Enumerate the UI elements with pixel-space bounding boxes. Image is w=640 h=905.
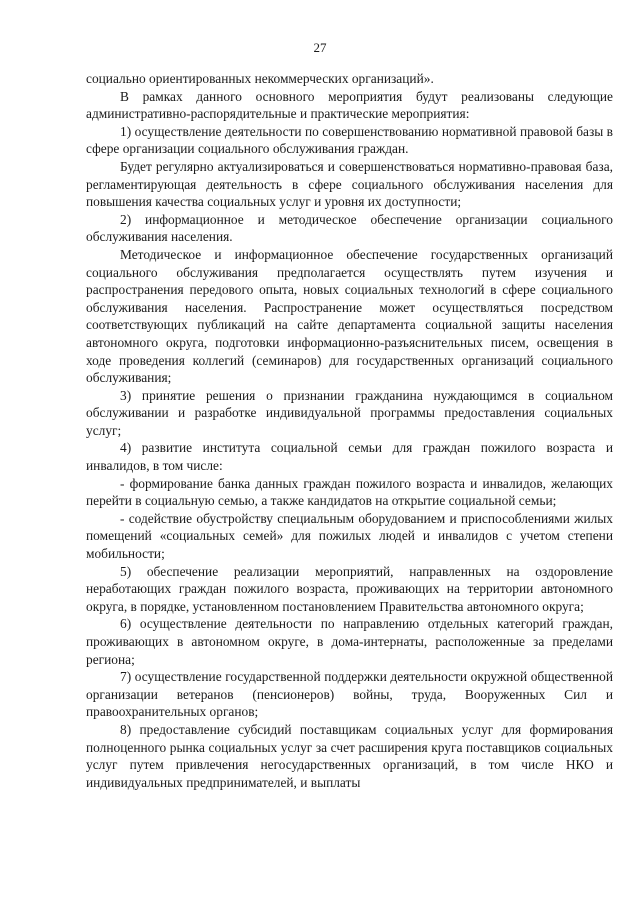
list-item-4: 4) развитие института социальной семьи для граждан пожилого возраста и инвалидов, в том числе: (86, 440, 613, 474)
list-item-5: 5) обеспечение реализации мероприятий, направленных на оздоровление неработающих граждан пожилого возраста, проживающих на территории автономного округа, в порядке, установленном постановлением Правительства автономного округа; (86, 563, 613, 614)
paragraph-intro: В рамках данного основного мероприятия будут реализованы следующие административно-распорядительные и практические мероприятия: (86, 88, 613, 122)
page-number: 27 (313, 40, 327, 55)
paragraph-regulatory-base: Будет регулярно актуализироваться и совершенствоваться нормативно-правовая база, регламентирующая деятельность в сфере социального обслуживания населения для повышения качества социальных услуг и уровня их доступности; (86, 158, 613, 210)
list-item-1: 1) осуществление деятельности по совершенствованию нормативной правовой базы в сфере организации социального обслуживания граждан. (86, 123, 613, 157)
list-item-3: 3) принятие решения о признании гражданина нуждающимся в социальном обслуживании и разработке индивидуальной программы предоставления социальных услуг; (86, 387, 613, 438)
list-item-7: 7) осуществление государственной поддержки деятельности окружной общественной организации ветеранов (пенсионеров) войны, труда, Вооруженных Сил и правоохранительных органов; (86, 669, 613, 720)
list-item-6: 6) осуществление деятельности по направлению отдельных категорий граждан, проживающих в автономном округе, в дома-интернаты, расположенные за пределами региона; (86, 616, 613, 667)
document-body (86, 70, 613, 791)
paragraph-methodical-support: Методическое и информационное обеспечение государственных организаций социального обслуживания предполагается осуществлять путем изучения и распространения передового опыта, новых социальных технологий в сфере социального обслуживания населения. Распространение может осуществляться посредством соответствующих публикаций на сайте департамента социальной защиты населения автономного округа, подготовки информационно-разъяснительных писем, освещения в ходе проведения коллегий (семинаров) для государственных организаций социального обслуживания; (86, 246, 613, 386)
list-item-2: 2) информационное и методическое обеспечение организации социального обслуживания населения. (86, 211, 613, 245)
sub-item-data-bank: - формирование банка данных граждан пожилого возраста и инвалидов, желающих перейти в социальную семью, а также кандидатов на открытие социальной семьи; (86, 475, 613, 509)
sub-item-equipment: - содействие обустройству специальным оборудованием и приспособлениями жилых помещений «социальных семей» для пожилых людей и инвалидов с учетом степени мобильности; (86, 510, 613, 562)
list-item-8: 8) предоставление субсидий поставщикам социальных услуг для формирования полноценного рынка социальных услуг за счет расширения круга поставщиков социальных услуг путем привлечения негосударственных организаций, в том числе НКО и индивидуальных предпринимателей, и выплаты (86, 721, 613, 790)
paragraph-continuation: социально ориентированных некоммерческих организаций». (86, 71, 434, 86)
